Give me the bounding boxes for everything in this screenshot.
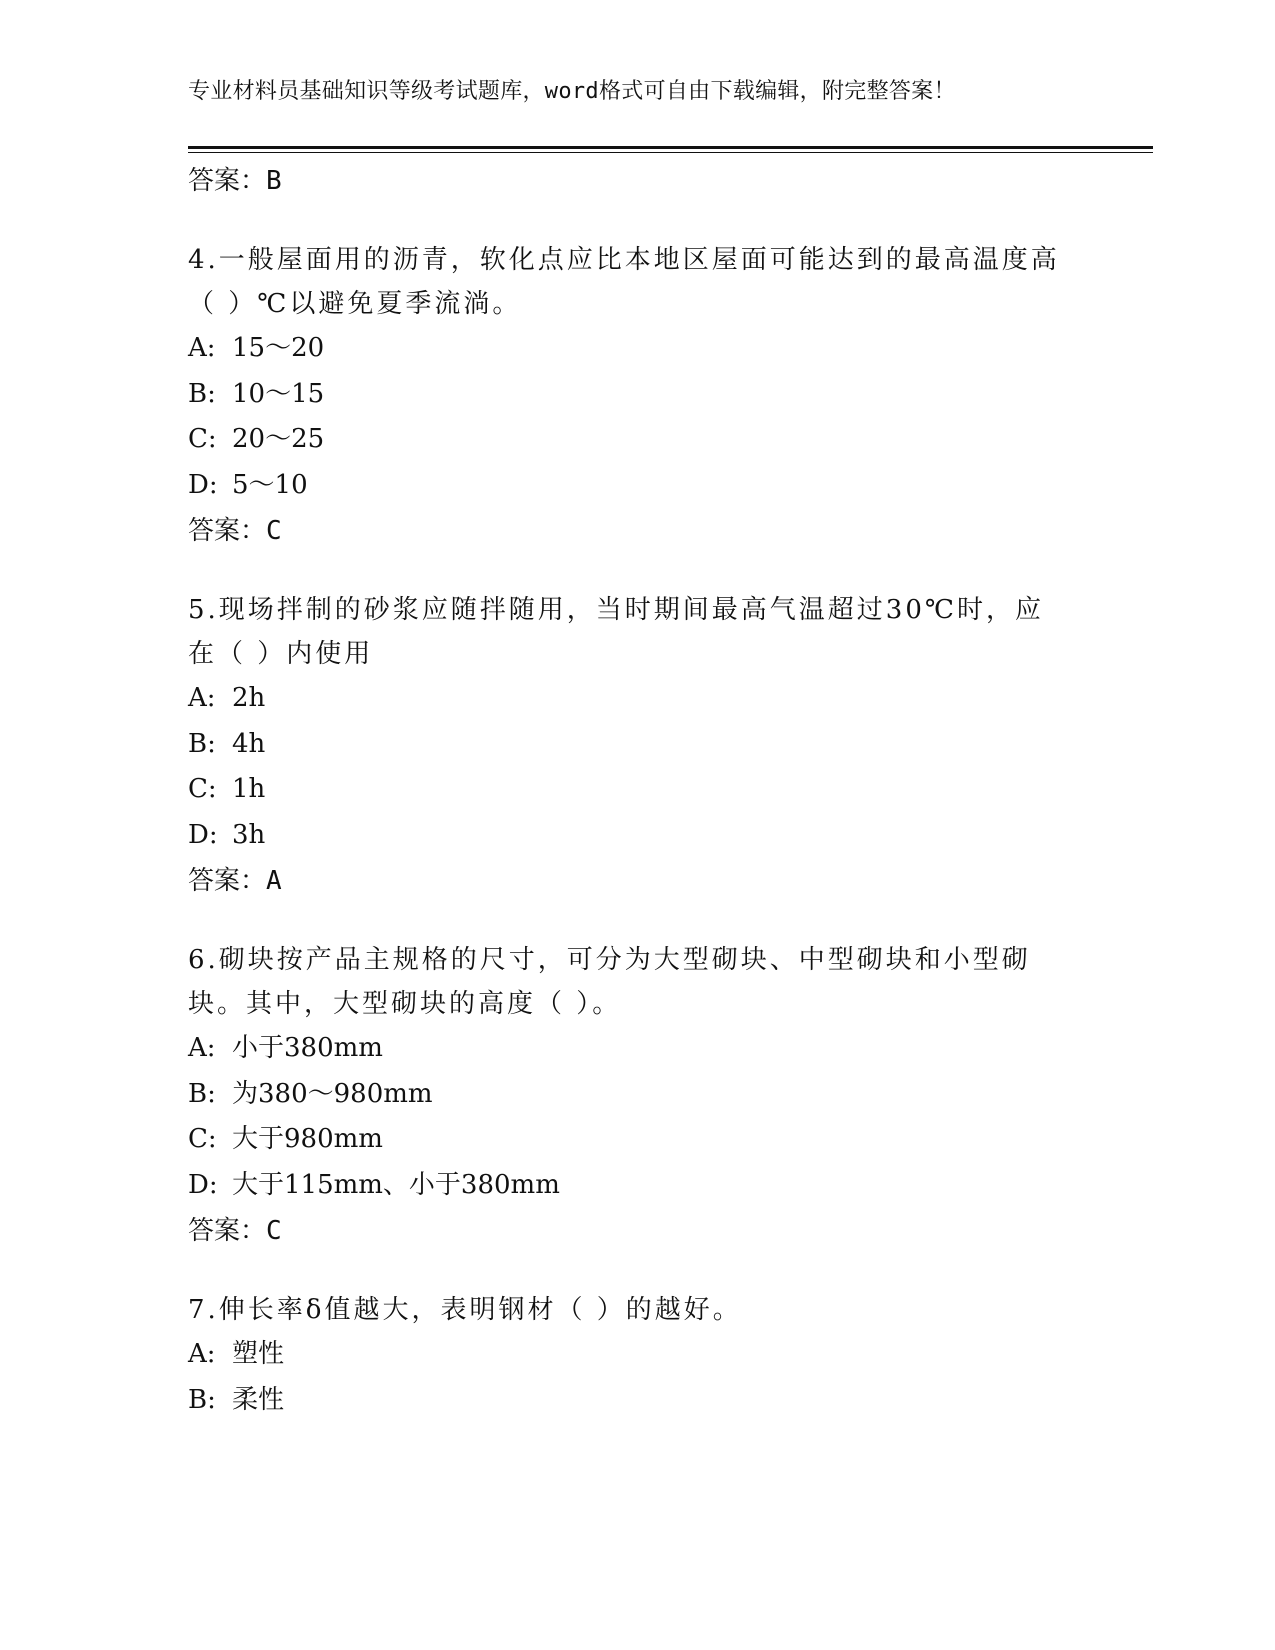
option-c [188, 1117, 1088, 1163]
header-rule-thin [188, 152, 1153, 153]
option-text: 塑性 [232, 1339, 285, 1369]
option-d [188, 1163, 1088, 1209]
option-label: A: [188, 1339, 216, 1369]
option-label: C: [188, 774, 217, 804]
spacer [188, 904, 1088, 938]
option-c [188, 767, 1088, 813]
option-a [188, 1332, 1088, 1378]
option-b [188, 1072, 1088, 1118]
question-5 [188, 588, 1088, 904]
option-b [188, 372, 1088, 418]
spacer [188, 1254, 1088, 1288]
option-label: B: [188, 1078, 216, 1109]
option-label: A: [188, 1033, 216, 1063]
question-6 [188, 938, 1088, 1254]
page-header: 专业材料员基础知识等级考试题库，word格式可自由下载编辑，附完整答案！ [188, 79, 956, 104]
question-text: 6.砌块按产品主规格的尺寸，可分为大型砌块、中型砌块和小型砌块。其中，大型砌块的高度（ ）。 [188, 945, 1031, 1019]
option-label: C: [188, 424, 217, 454]
option-text: 小于380mm [232, 1033, 383, 1063]
option-label: D: [188, 1169, 218, 1200]
header-rule-thick [188, 146, 1153, 149]
option-text: 5～10 [232, 469, 308, 500]
option-a [188, 326, 1088, 372]
option-label: B: [188, 378, 216, 409]
option-text: 1h [232, 774, 266, 804]
question-7 [188, 1288, 1088, 1423]
option-label: A: [188, 333, 216, 363]
question-text: 5.现场拌制的砂浆应随拌随用，当时期间最高气温超过30℃时，应在（ ）内使用 [188, 595, 1044, 669]
option-text: 2h [232, 683, 266, 713]
question-4 [188, 238, 1088, 554]
option-b [188, 722, 1088, 768]
document-body [188, 158, 1088, 1423]
answer: 答案：C [188, 1216, 282, 1246]
option-text: 大于980mm [232, 1124, 383, 1154]
option-label: D: [188, 819, 218, 850]
option-text: 大于115mm、小于380mm [232, 1169, 560, 1200]
spacer [188, 204, 1088, 238]
option-label: A: [188, 683, 216, 713]
option-text: 4h [232, 728, 266, 759]
option-a [188, 1026, 1088, 1072]
option-label: C: [188, 1124, 217, 1154]
option-text: 10～15 [232, 378, 325, 409]
question-text: 7.伸长率δ值越大，表明钢材（ ）的越好。 [188, 1295, 742, 1325]
option-b [188, 1378, 1088, 1424]
option-text: 为380～980mm [232, 1078, 433, 1109]
option-text: 柔性 [232, 1384, 285, 1415]
option-label: B: [188, 728, 216, 759]
option-text: 15～20 [232, 333, 325, 363]
answer: 答案：C [188, 516, 282, 546]
spacer [188, 554, 1088, 588]
option-text: 3h [232, 819, 266, 850]
answer: 答案：A [188, 866, 282, 896]
option-a [188, 676, 1088, 722]
option-label: D: [188, 469, 218, 500]
option-d [188, 813, 1088, 859]
option-c [188, 417, 1088, 463]
question-text: 4.一般屋面用的沥青，软化点应比本地区屋面可能达到的最高温度高（ ）℃以避免夏季流淌。 [188, 245, 1060, 319]
previous-answer: 答案：B [188, 166, 282, 196]
option-label: B: [188, 1384, 216, 1415]
option-text: 20～25 [232, 424, 325, 454]
option-d [188, 463, 1088, 509]
